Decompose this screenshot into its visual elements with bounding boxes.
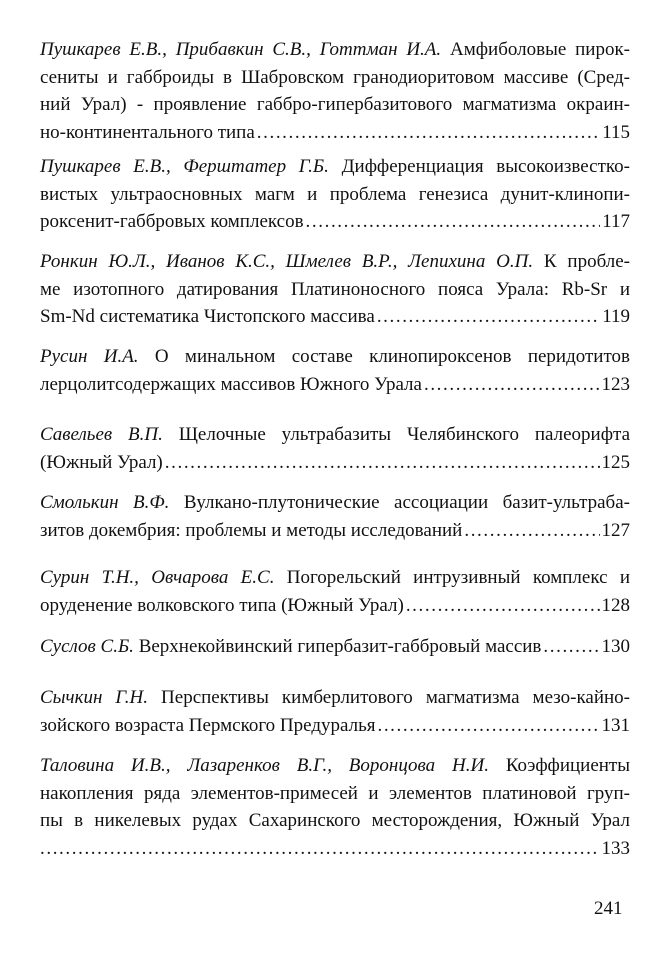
dot-leader bbox=[40, 835, 600, 863]
entry-page-number: 123 bbox=[601, 373, 630, 395]
entry-title-part: Верхнекойвинский гипербазит-габбровый массив bbox=[138, 636, 542, 657]
entry-last-line bbox=[40, 633, 630, 661]
entry-authors: Смолькин В.Ф. bbox=[40, 492, 170, 513]
dot-leader bbox=[257, 119, 600, 147]
entry-line: сениты и габброиды в Шабровском гранодиоритовом массиве (Сред- bbox=[40, 66, 630, 88]
entry-title-part: зитов докембрия: проблемы и методы исследований bbox=[40, 519, 463, 541]
entry-last-line bbox=[40, 371, 630, 399]
toc-entry bbox=[40, 248, 630, 331]
entry-line bbox=[40, 248, 630, 276]
toc-entry bbox=[40, 752, 630, 862]
entry-title-part: Амфиболовые пирок- bbox=[450, 39, 631, 60]
dot-leader bbox=[424, 371, 600, 399]
entry-authors: Суслов С.Б. bbox=[40, 636, 134, 657]
entry-authors: Русин И.А. bbox=[40, 346, 139, 367]
entry-title-part: Sm-Nd систематика Чистопского массива bbox=[40, 306, 375, 327]
entry-page-number: 119 bbox=[602, 306, 630, 327]
entry-title-part: но-континентального типа bbox=[40, 121, 255, 143]
toc-entry bbox=[40, 343, 630, 398]
dot-leader bbox=[306, 208, 601, 236]
entry-authors: Ронкин Ю.Л., Иванов К.С., Шмелев В.Р., Лепихина О.П. bbox=[40, 251, 534, 272]
entry-page-number: 130 bbox=[601, 636, 630, 657]
entry-last-line bbox=[40, 712, 630, 740]
toc-entry bbox=[40, 489, 630, 544]
entry-title-part: лерцолитсодержащих массивов Южного Урала bbox=[40, 373, 422, 395]
entry-authors: Пушкарев Е.В., Прибавкин С.В., Готтман И.А. bbox=[40, 39, 442, 60]
toc-entry bbox=[40, 153, 630, 236]
entry-page-number: 117 bbox=[602, 211, 630, 232]
entry-line bbox=[40, 36, 630, 64]
toc-entry bbox=[40, 633, 630, 661]
entry-line: ний Урал) - проявление габбро-гипербазитового магматизма окраин- bbox=[40, 94, 630, 115]
toc-entry bbox=[40, 36, 630, 146]
entry-title-part: Перспективы кимберлитового магматизма мезо-кайно- bbox=[161, 687, 631, 708]
page-number: 241 bbox=[594, 898, 623, 919]
entry-title-part: Вулкано-плутонические ассоциации базит-ультраба- bbox=[183, 492, 630, 513]
entry-line bbox=[40, 489, 630, 517]
toc-entry bbox=[40, 684, 630, 739]
entry-last-line bbox=[40, 835, 630, 863]
entry-title-part: Погорельский интрузивный комплекс и bbox=[286, 567, 630, 588]
entry-title-part: роксенит-габбровых комплексов bbox=[40, 211, 304, 232]
entry-last-line bbox=[40, 119, 630, 147]
entry-title-part: зойского возраста Пермского Предуралья bbox=[40, 714, 376, 736]
entry-line bbox=[40, 752, 630, 780]
entry-title-part: Щелочные ультрабазиты Челябинского палеорифта bbox=[178, 424, 630, 445]
entry-last-line bbox=[40, 592, 630, 620]
dot-leader bbox=[406, 592, 600, 620]
entry-line bbox=[40, 564, 630, 592]
toc-entry bbox=[40, 421, 630, 476]
entry-line bbox=[40, 684, 630, 712]
toc-entry bbox=[40, 564, 630, 619]
entry-page-number: 115 bbox=[602, 121, 630, 143]
entry-page-number: 131 bbox=[601, 714, 630, 736]
entry-line: пы в никелевых рудах Сахаринского месторождения, Южный Урал bbox=[40, 810, 630, 831]
entry-authors: Савельев В.П. bbox=[40, 424, 163, 445]
entry-authors: Сурин Т.Н., Овчарова Е.С. bbox=[40, 567, 275, 588]
entry-line bbox=[40, 421, 630, 449]
dot-leader bbox=[377, 303, 600, 331]
entry-line bbox=[40, 153, 630, 181]
entry-last-line bbox=[40, 303, 630, 331]
entry-authors: Таловина И.В., Лазаренков В.Г., Воронцова Н.И. bbox=[40, 755, 489, 776]
entry-last-line bbox=[40, 208, 630, 236]
entry-last-line bbox=[40, 449, 630, 477]
entry-line: вистых ультраосновных магм и проблема генезиса дунит-клинопи- bbox=[40, 183, 630, 205]
entry-authors: Пушкарев Е.В., Ферштатер Г.Б. bbox=[40, 156, 329, 177]
dot-leader bbox=[464, 517, 599, 545]
entry-page-number: 125 bbox=[601, 451, 630, 473]
dot-leader bbox=[165, 449, 600, 477]
entry-title-part: Коэффициенты bbox=[505, 755, 630, 776]
entry-title-part: (Южный Урал) bbox=[40, 451, 163, 473]
entry-page-number: 128 bbox=[601, 594, 630, 616]
entry-page-number: 127 bbox=[601, 519, 630, 541]
dot-leader bbox=[377, 712, 599, 740]
entry-title-part: К пробле- bbox=[543, 251, 631, 272]
entry-last-line bbox=[40, 517, 630, 545]
entry-title-part: Дифференциация высокоизвестко- bbox=[341, 156, 631, 177]
dot-leader bbox=[543, 633, 599, 661]
entry-line bbox=[40, 343, 630, 371]
entry-line: ме изотопного датирования Платиноносного пояса Урала: Rb-Sr и bbox=[40, 278, 630, 300]
entry-line: накопления ряда элементов-примесей и элементов платиновой груп- bbox=[40, 782, 630, 804]
entry-authors: Сычкин Г.Н. bbox=[40, 687, 149, 708]
entry-page-number: 133 bbox=[601, 837, 630, 859]
entry-title-part: оруденение волковского типа (Южный Урал) bbox=[40, 594, 404, 616]
entry-title-part: О минальном составе клинопироксенов перидотитов bbox=[154, 346, 630, 367]
